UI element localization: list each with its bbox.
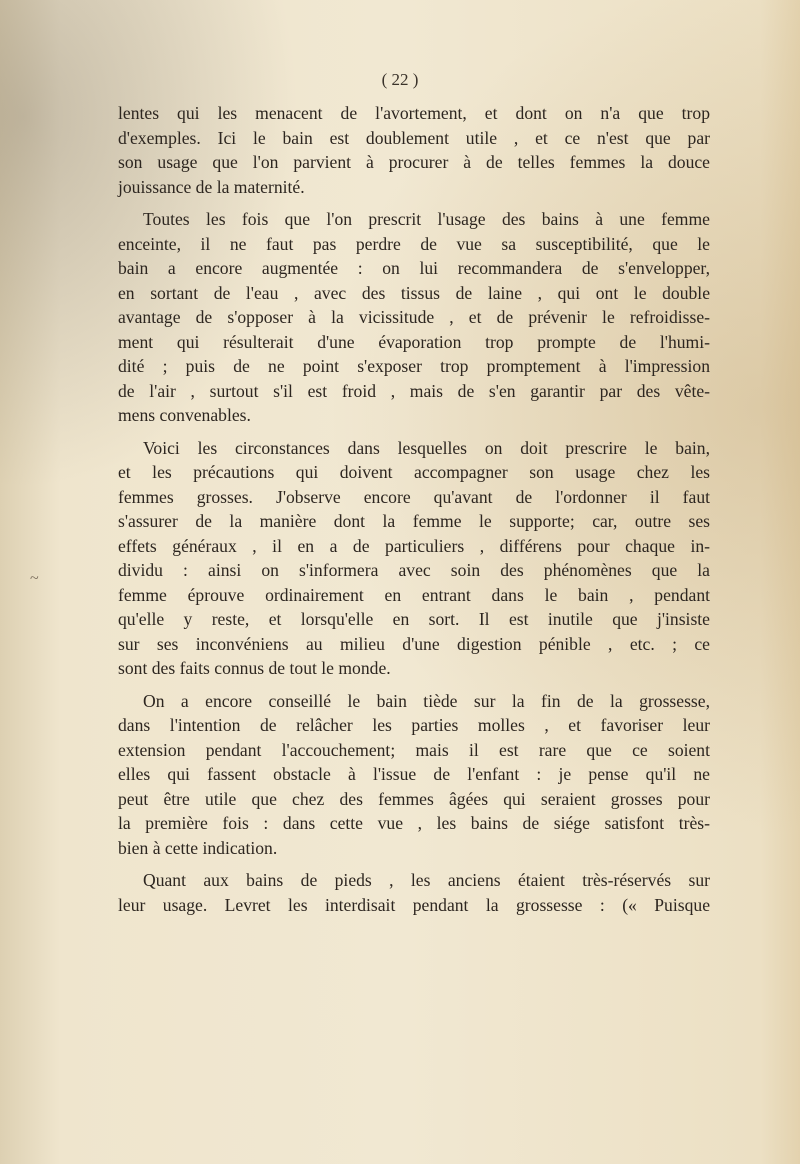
text-line: leur usage. Levret les interdisait pendant la grossesse : (« Puisque bbox=[118, 894, 710, 915]
text-line: d'exemples. Ici le bain est doublement utile , et ce n'est que par bbox=[118, 127, 710, 148]
text-line: s'assurer de la manière dont la femme le supporte; car, outre ses bbox=[118, 511, 710, 531]
text-line: bain a encore augmentée : on lui recommandera de s'envelopper, bbox=[118, 258, 710, 278]
text-line: bien à cette indication. bbox=[118, 837, 278, 858]
text-line: jouissance de la maternité. bbox=[118, 176, 305, 197]
paragraph bbox=[118, 436, 710, 681]
paragraph bbox=[118, 207, 710, 428]
paragraph-gap bbox=[118, 860, 710, 868]
text-line: en sortant de l'eau , avec des tissus de laine , qui ont le double bbox=[118, 282, 710, 303]
text-line: effets généraux , il en a de particuliers , différens pour chaque in- bbox=[118, 535, 710, 556]
paragraph bbox=[118, 689, 710, 861]
text-line: On a encore conseillé le bain tiède sur la fin de la grossesse, bbox=[143, 690, 710, 711]
text-line: qu'elle y reste, et lorsqu'elle en sort. Il est inutile que j'insiste bbox=[118, 609, 710, 629]
text-line: sur ses inconvéniens au milieu d'une digestion pénible , etc. ; ce bbox=[118, 633, 710, 654]
text-line: la première fois : dans cette vue , les bains de siége satisfont très- bbox=[118, 813, 710, 833]
text-line: avantage de s'opposer à la vicissitude , et de prévenir le refroidisse- bbox=[118, 307, 710, 327]
text-line: femme éprouve ordinairement en entrant dans le bain , pendant bbox=[118, 584, 710, 605]
margin-mark: ~ bbox=[30, 570, 39, 587]
text-line: mens convenables. bbox=[118, 405, 251, 425]
paragraph bbox=[118, 101, 710, 199]
text-line: lentes qui les menacent de l'avortement, et dont on n'a que trop bbox=[118, 103, 710, 123]
paragraph-gap bbox=[118, 199, 710, 207]
text-line: Voici les circonstances dans lesquelles on doit prescrire le bain, bbox=[143, 437, 710, 458]
text-line: peut être utile que chez des femmes âgées qui seraient grosses pour bbox=[118, 788, 710, 809]
paragraph-gap bbox=[118, 428, 710, 436]
text-line: dividu : ainsi on s'informera avec soin des phénomènes que la bbox=[118, 560, 710, 580]
text-line: Quant aux bains de pieds , les anciens étaient très-réservés sur bbox=[143, 870, 710, 890]
text-line: ment qui résulterait d'une évaporation trop prompte de l'humi- bbox=[118, 331, 710, 352]
page-number: ( 22 ) bbox=[381, 70, 419, 89]
body-text bbox=[118, 101, 710, 917]
text-line: femmes grosses. J'observe encore qu'avant de l'ordonner il faut bbox=[118, 486, 710, 507]
text-line: elles qui fassent obstacle à l'issue de l'enfant : je pense qu'il ne bbox=[118, 764, 710, 784]
text-line: dans l'intention de relâcher les parties molles , et favoriser leur bbox=[118, 715, 710, 735]
paragraph bbox=[118, 868, 710, 917]
text-line: de l'air , surtout s'il est froid , mais de s'en garantir par des vête- bbox=[118, 380, 710, 401]
text-line: et les précautions qui doivent accompagner son usage chez les bbox=[118, 462, 710, 482]
text-line: extension pendant l'accouchement; mais il est rare que ce soient bbox=[118, 739, 710, 760]
paragraph-gap bbox=[118, 681, 710, 689]
text-line: Toutes les fois que l'on prescrit l'usage des bains à une femme bbox=[143, 209, 710, 229]
text-line: sont des faits connus de tout le monde. bbox=[118, 658, 391, 678]
text-line: enceinte, il ne faut pas perdre de vue sa susceptibilité, que le bbox=[118, 233, 710, 254]
text-line: dité ; puis de ne point s'exposer trop promptement à l'impression bbox=[118, 356, 710, 376]
text-line: son usage que l'on parvient à procurer à de telles femmes la douce bbox=[118, 152, 710, 172]
